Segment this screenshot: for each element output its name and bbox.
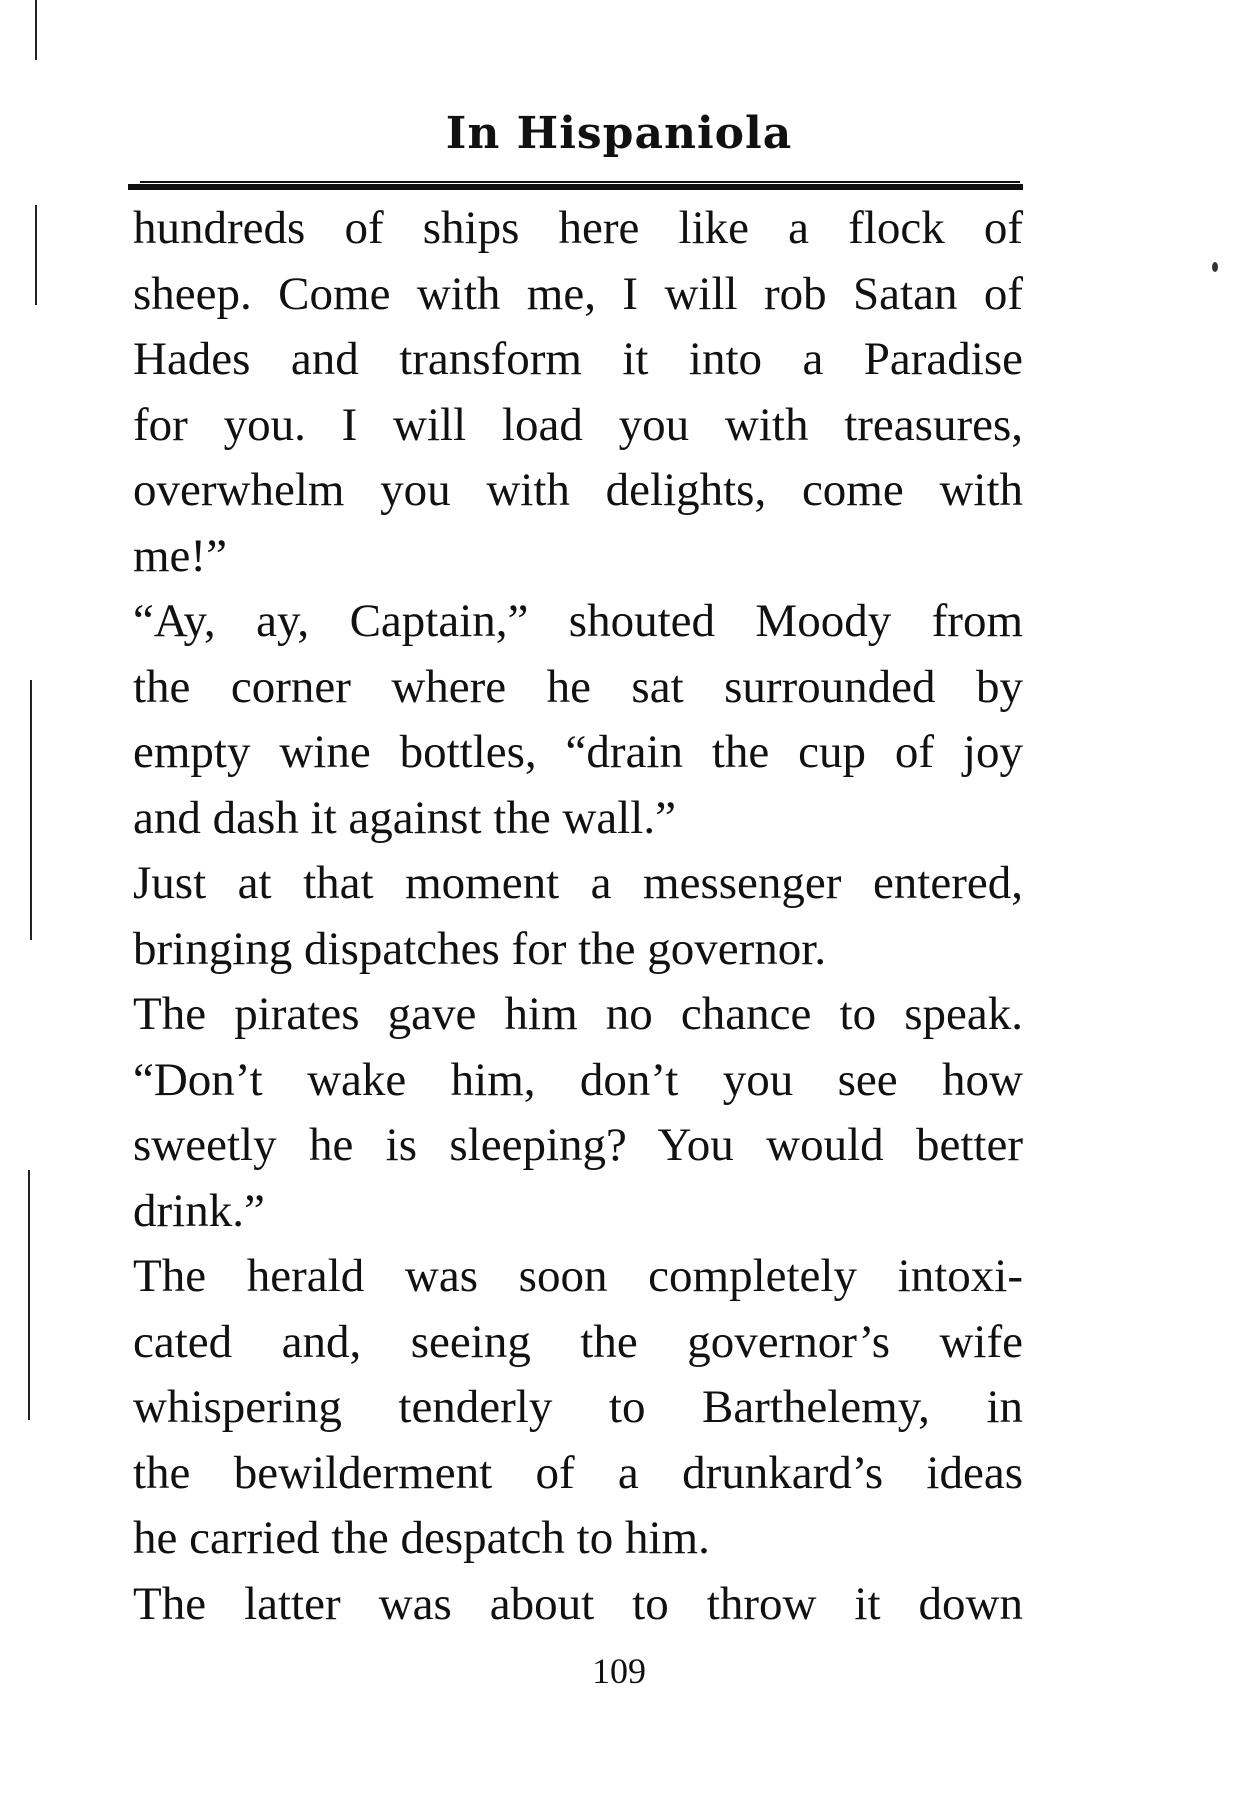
text-line: hundreds of ships here like a flock of — [133, 202, 1023, 254]
page-number: 109 — [592, 1651, 646, 1691]
text-line: me!” — [133, 529, 227, 582]
text-line: The herald was soon completely intoxi- — [133, 1250, 1023, 1302]
scan-edge-mark — [28, 1170, 30, 1420]
text-line: for you. I will load you with treasures, — [133, 398, 1023, 451]
text-line: The pirates gave him no chance to speak. — [133, 988, 1023, 1040]
scan-speck — [1212, 262, 1218, 272]
text-line: Just at that moment a messenger entered, — [133, 857, 1023, 909]
text-line: and dash it against the wall.” — [133, 791, 676, 844]
text-line: the bewilderment of a drunkard’s ideas — [133, 1446, 1023, 1499]
text-line: sweetly he is sleeping? You would better — [133, 1119, 1023, 1171]
text-line: “Don’t wake him, don’t you see how — [133, 1053, 1023, 1106]
header-rule — [128, 184, 1023, 190]
scan-edge-mark — [30, 680, 32, 940]
running-header-title: In Hispaniola — [445, 108, 793, 159]
text-line: drink.” — [133, 1184, 265, 1237]
text-line: whispering tenderly to Barthelemy, in — [133, 1381, 1023, 1433]
text-line: overwhelm you with delights, come with — [133, 464, 1023, 516]
text-line: he carried the despatch to him. — [133, 1512, 710, 1564]
text-line: cated and, seeing the governor’s wife — [133, 1315, 1023, 1368]
text-line: “Ay, ay, Captain,” shouted Moody from — [133, 595, 1023, 647]
text-line: Hades and transform it into a Paradise — [133, 333, 1023, 385]
text-line: sheep. Come with me, I will rob Satan of — [133, 267, 1023, 320]
scan-edge-mark — [35, 0, 37, 60]
text-line: empty wine bottles, “drain the cup of joy — [133, 726, 1023, 778]
text-line: The latter was about to throw it down — [133, 1577, 1023, 1630]
text-line: bringing dispatches for the governor. — [133, 922, 827, 975]
page-body-text — [133, 196, 1023, 1637]
scan-edge-mark — [35, 205, 37, 305]
header-rule-top — [140, 181, 1020, 183]
text-line: the corner where he sat surrounded by — [133, 660, 1023, 713]
